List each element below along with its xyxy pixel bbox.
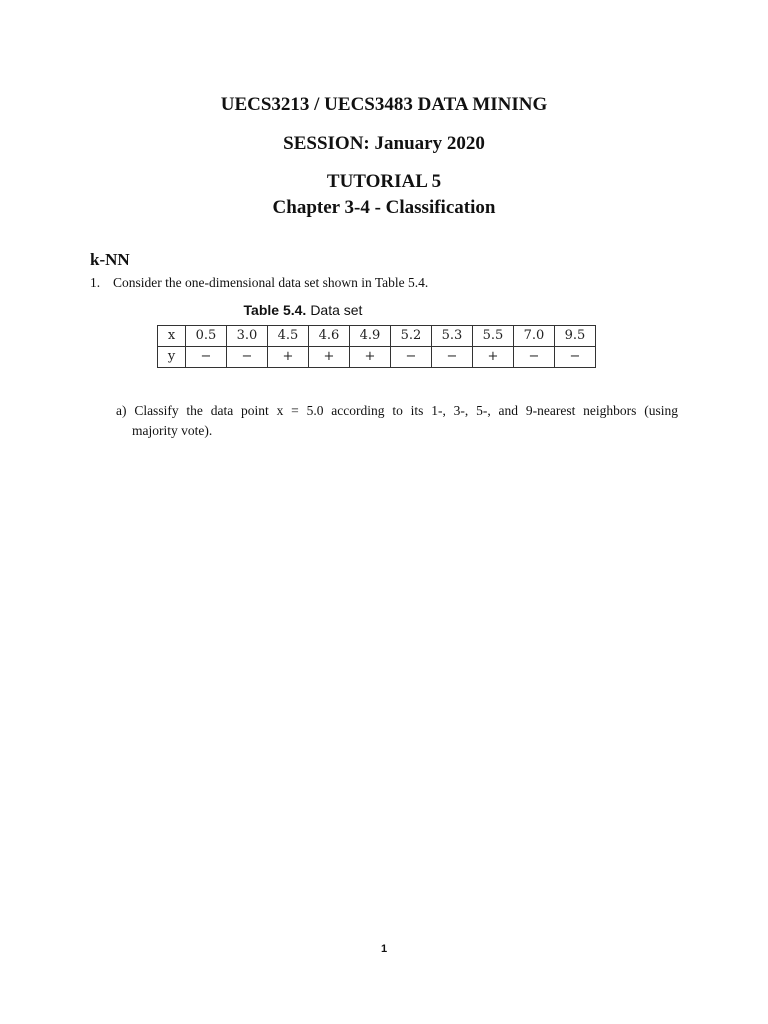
- table-cell-x: 5.2: [391, 326, 432, 347]
- table-caption: [158, 301, 448, 319]
- session-title: SESSION: January 2020: [283, 133, 485, 154]
- subquestion-a: [116, 401, 678, 441]
- tutorial-title: TUTORIAL 5: [326, 171, 442, 192]
- subquestion-word: Classify: [134, 403, 179, 418]
- course-title: UECS3213 / UECS3483 DATA MINING: [220, 94, 548, 115]
- subquestion-word: (using: [644, 403, 678, 418]
- subquestion-word: 5-,: [476, 403, 491, 418]
- section-heading: k-NN: [90, 250, 130, 269]
- table-cell-x: 0.5: [186, 326, 227, 347]
- table-cell-y: +: [473, 347, 514, 368]
- subquestion-word: its: [410, 403, 424, 418]
- table-caption-text: Data set: [310, 302, 363, 318]
- table-caption-label: Table 5.4.: [243, 302, 307, 318]
- subquestion-word: =: [291, 403, 299, 418]
- table-cell-x: 4.9: [350, 326, 391, 347]
- row-header-y: y: [158, 347, 186, 368]
- subquestion-word: data: [210, 403, 234, 418]
- question-1: [90, 274, 428, 292]
- chapter-title: Chapter 3-4 - Classification: [272, 197, 496, 218]
- table-cell-x: 3.0: [227, 326, 268, 347]
- table-cell-x: 9.5: [555, 326, 596, 347]
- question-number: 1.: [90, 275, 101, 290]
- table-cell-y: +: [309, 347, 350, 368]
- subquestion-word: neighbors: [583, 403, 637, 418]
- subquestion-word: point: [241, 403, 269, 418]
- subquestion-word: and: [498, 403, 519, 418]
- subquestion-word: 3-,: [453, 403, 469, 418]
- table-cell-x: 5.5: [473, 326, 514, 347]
- table-cell-x: 4.6: [309, 326, 350, 347]
- table-cell-y: −: [391, 347, 432, 368]
- subquestion-word: 1-,: [431, 403, 446, 418]
- table-cell-x: 4.5: [268, 326, 309, 347]
- table-row-y: [158, 347, 596, 368]
- subquestion-a-line1: [116, 401, 678, 421]
- table-cell-x: 5.3: [432, 326, 473, 347]
- row-header-x: x: [158, 326, 186, 347]
- page-number: 1: [380, 943, 388, 955]
- table-cell-y: +: [350, 347, 391, 368]
- subquestion-word: according: [331, 403, 385, 418]
- subquestion-word: to: [392, 403, 403, 418]
- subquestion-word: 9-nearest: [525, 403, 576, 418]
- table-cell-y: −: [555, 347, 596, 368]
- table-cell-y: −: [432, 347, 473, 368]
- subquestion-word: the: [186, 403, 203, 418]
- question-text: Consider the one-dimensional data set shown in Table 5.4.: [113, 275, 429, 290]
- subquestion-word: x: [276, 403, 284, 418]
- table-cell-y: +: [268, 347, 309, 368]
- table-cell-y: −: [227, 347, 268, 368]
- subquestion-a-line2: majority vote).: [132, 423, 213, 438]
- table-cell-y: −: [514, 347, 555, 368]
- table-row-x: [158, 326, 596, 347]
- subquestion-word: a): [116, 403, 127, 418]
- table-cell-x: 7.0: [514, 326, 555, 347]
- table-cell-y: −: [186, 347, 227, 368]
- data-set-table: [157, 325, 596, 368]
- subquestion-word: 5.0: [306, 403, 324, 418]
